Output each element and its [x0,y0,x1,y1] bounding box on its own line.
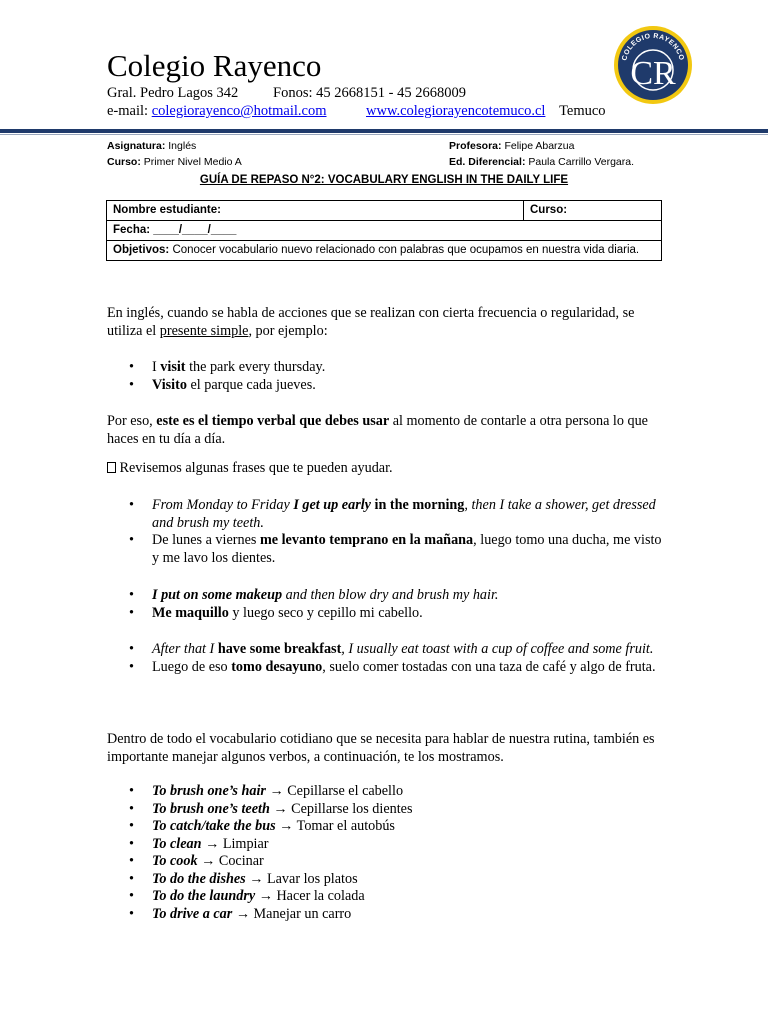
date-cell[interactable]: Fecha: ____/____/____ [107,221,662,241]
vocab-item: • To brush one’s teeth → Cepillarse los dientes [107,801,667,819]
contact-line [107,102,327,120]
list-item: • Me maquillo y luego seco y cepillo mi cabello. [107,605,667,623]
list-item: • I put on some makeup and then blow dry and brush my hair. [107,587,667,605]
course-value: Primer Nivel Medio A [143,156,242,168]
objectives-cell [107,241,662,261]
website-link[interactable]: www.colegiorayencotemuco.cl [366,103,546,119]
vocab-item: • To do the laundry → Hacer la colada [107,888,667,906]
subject-value: Inglés [168,140,197,152]
list-item: • De lunes a viernes me levanto temprano en la mañana, luego tomo una ducha, me visto y me lavo los dientes. [107,532,667,567]
course-line [107,155,242,169]
vocab-list [107,783,667,923]
review-paragraph: Revisemos algunas frases que te pueden ayudar. [107,460,667,478]
objectives-text: Conocer vocabulario nuevo relacionado con palabras que ocupamos en nuestra vida diaria. [172,244,640,256]
list-item: • From Monday to Friday I get up early in the morning, then I take a shower, get dressed and brush my teeth. [107,497,667,532]
subject-label: Asignatura: [107,140,166,152]
example-list [107,359,667,394]
present-simple-term: presente simple [159,322,249,339]
checkbox-glyph-icon [107,462,116,473]
logo-letters: CR [630,55,676,92]
tense-paragraph: Por eso, este es el tiempo verbal que debes usar al momento de contarle a otra persona lo que haces en tu día a día. [107,413,648,447]
list-item: • I visit the park every thursday. [107,359,667,377]
subject-line [107,139,196,153]
student-name-cell[interactable]: Nombre estudiante: [107,201,524,221]
diff-label: Ed. Diferencial: [449,156,526,168]
teacher-line [449,139,574,153]
city: Temuco [559,103,606,119]
list-item: • Visito el parque cada jueves. [107,377,667,395]
diff-line [449,155,634,169]
email-label: e-mail: [107,103,149,119]
student-course-cell[interactable]: Curso: [524,201,662,221]
vocab-item: • To catch/take the bus → Tomar el autobús [107,818,667,836]
school-logo [612,24,694,106]
vocab-item: • To do the dishes → Lavar los platos [107,871,667,889]
header-rule [0,129,768,133]
address: Gral. Pedro Lagos 342 [107,85,239,101]
list-item: • After that I have some breakfast, I usually eat toast with a cup of coffee and some fruit. [107,641,667,659]
diff-value: Paula Carrillo Vergara. [528,156,635,168]
logo-text: COLEGIO RAYENCO [621,32,685,62]
vocab-item: • To drive a car → Manejar un carro [107,906,667,924]
phrase-list-3 [107,641,667,676]
phrase-list-1 [107,497,667,567]
list-item: • Luego de eso tomo desayuno, suelo comer tostadas con una taza de café y algo de fruta. [107,659,667,677]
phones: Fonos: 45 2668151 - 45 2668009 [273,85,466,101]
email-link[interactable]: colegiorayenco@hotmail.com [151,103,327,119]
address-line [107,84,238,102]
logo-emblem-icon [612,24,694,106]
intro-paragraph: En inglés, cuando se habla de acciones que se realizan con cierta frecuencia o regularidad, se utiliza el presente simple, por ejemplo: [107,305,635,339]
objectives-label: Objetivos: [113,244,170,256]
vocab-intro: Dentro de todo el vocabulario cotidiano que se necesita para hablar de nuestra rutina, también es importante manejar algunos verbos, a continuación, te los mostramos. [107,731,655,765]
header-rule-thin [0,134,768,135]
website-line [366,102,606,120]
student-info-table [106,200,662,261]
phrase-list-2 [107,587,667,622]
vocab-item: • To brush one’s hair → Cepillarse el cabello [107,783,667,801]
vocab-item: • To cook → Cocinar [107,853,667,871]
course-label: Curso: [107,156,141,168]
teacher-value: Felipe Abarzua [504,140,575,152]
guide-title: GUÍA DE REPASO N°2: VOCABULARY ENGLISH IN THE DAILY LIFE [199,174,569,186]
school-name: Colegio Rayenco [107,48,322,83]
teacher-label: Profesora: [449,140,502,152]
vocab-item: • To clean → Limpiar [107,836,667,854]
